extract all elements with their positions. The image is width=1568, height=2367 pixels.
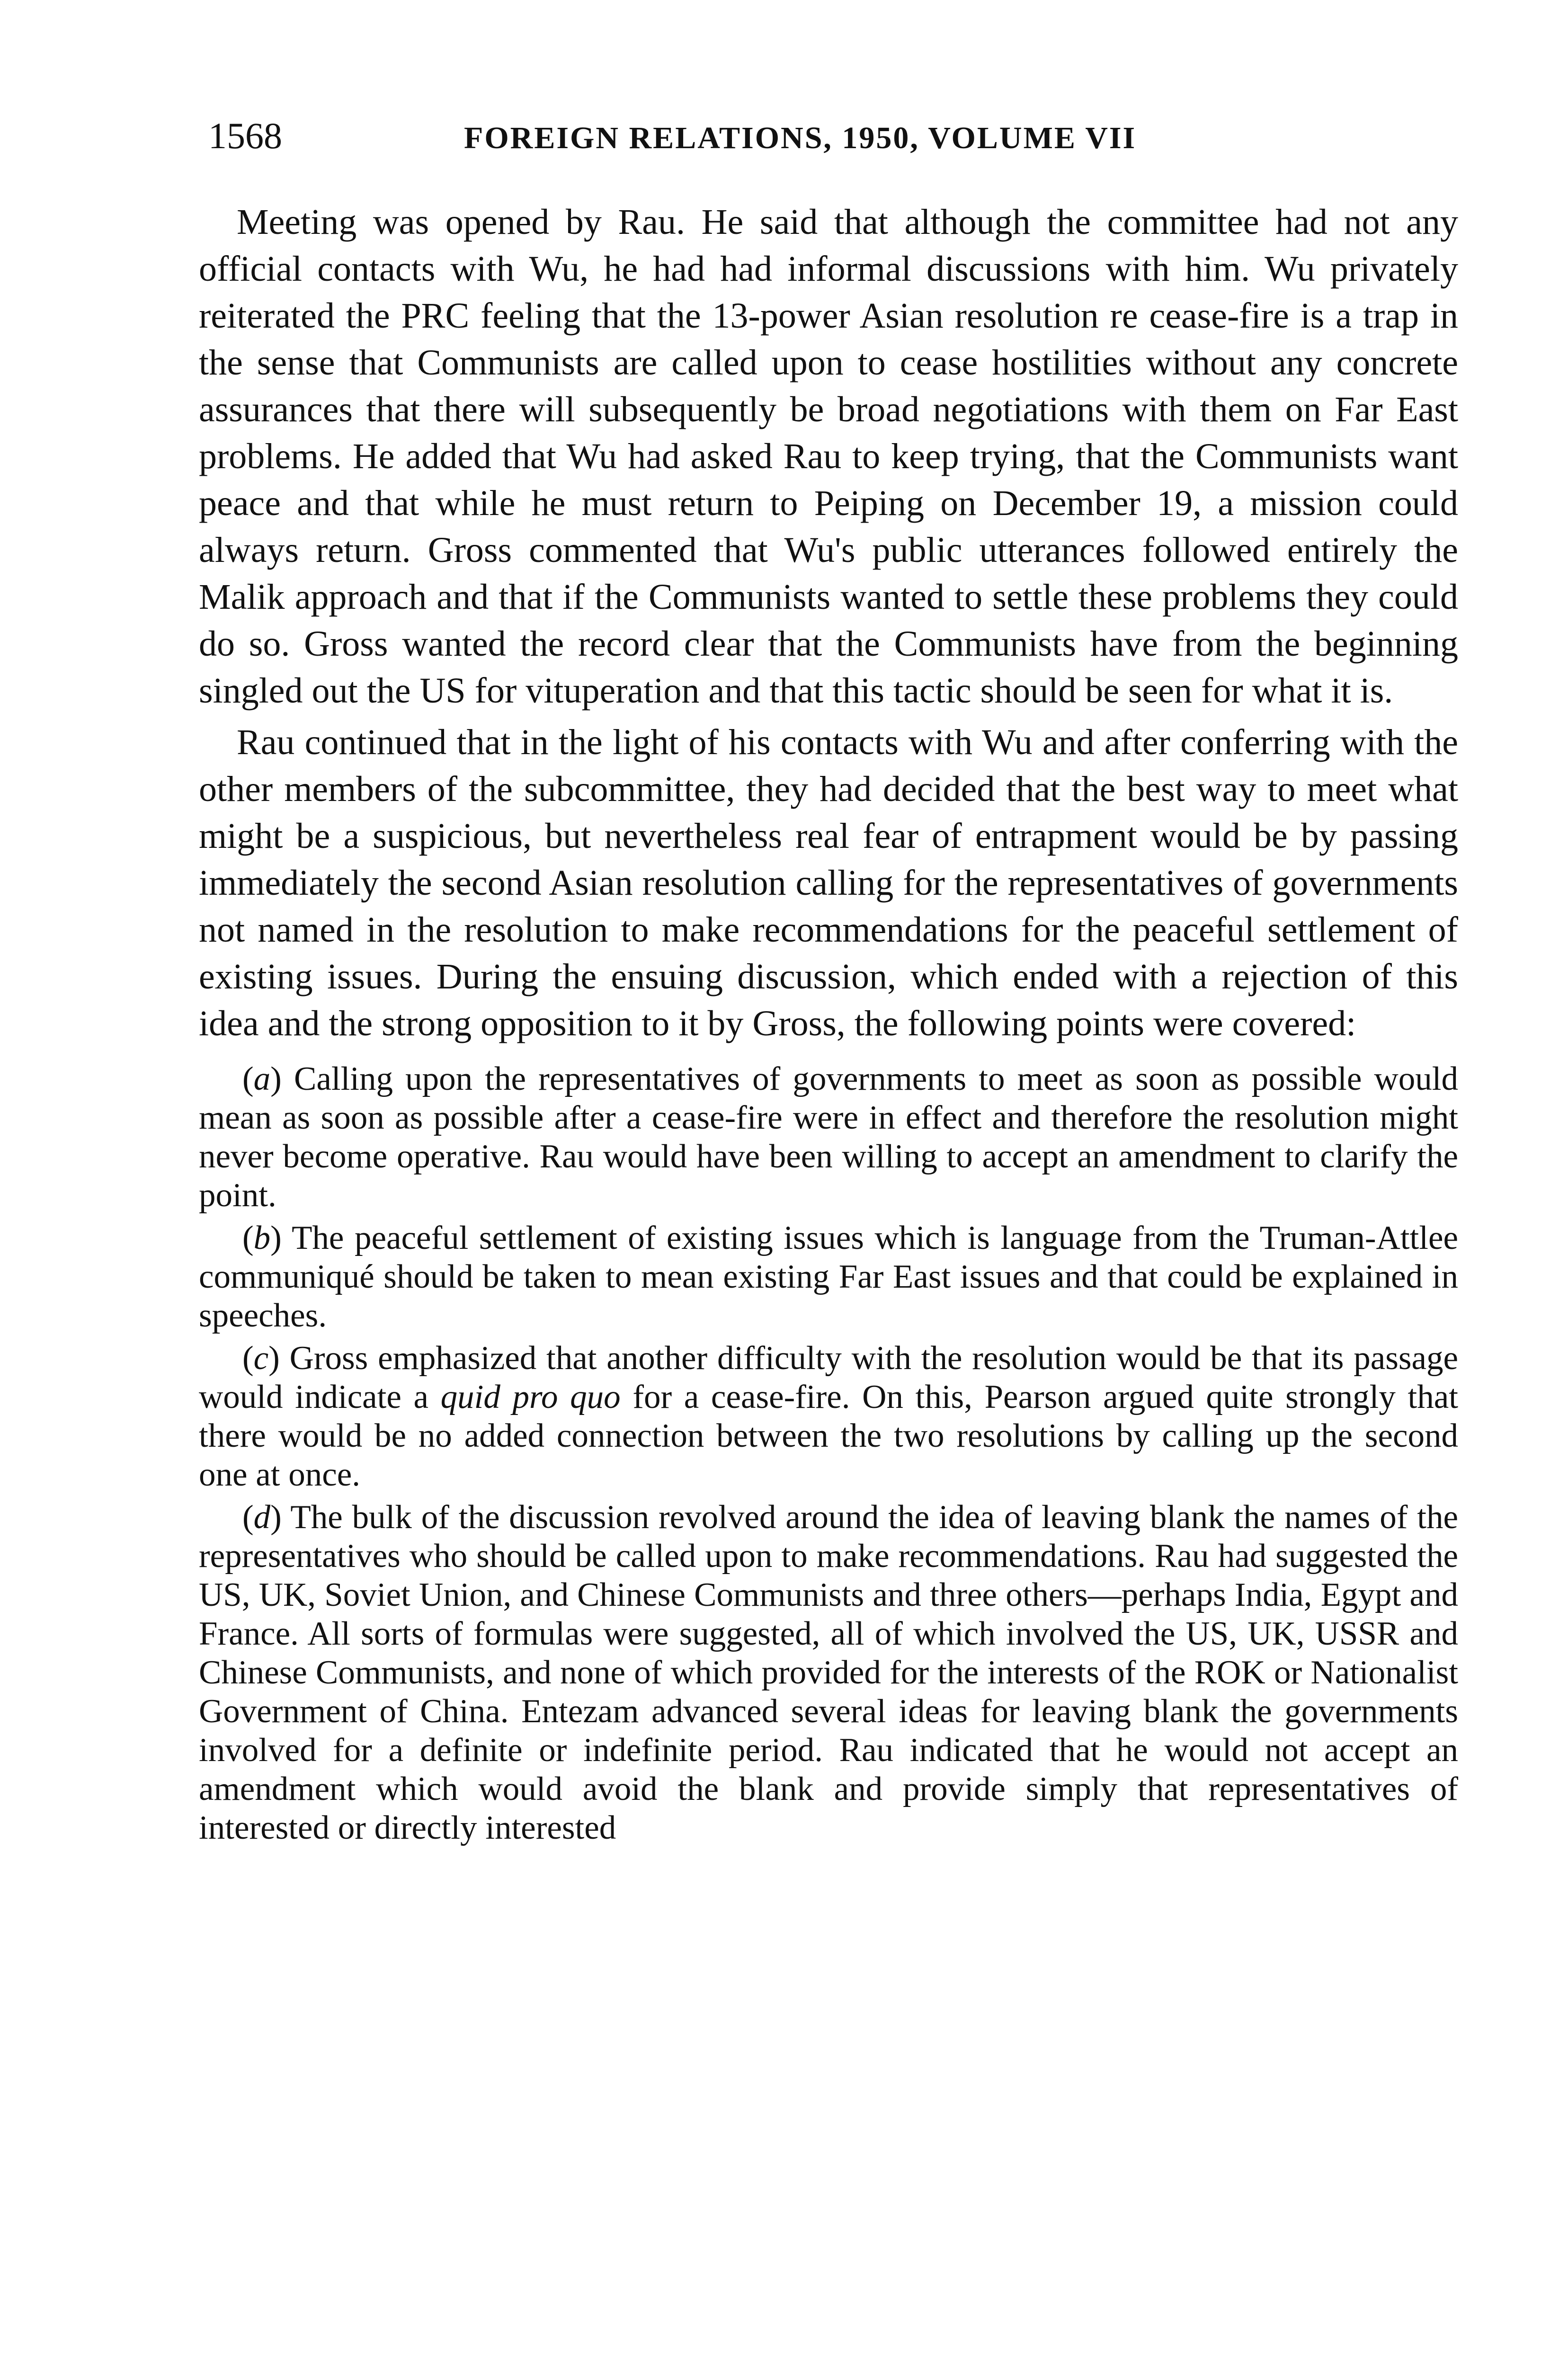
- point-text: The peaceful settlement of existing issues which is language from the Truman-Attlee communiqué should be taken to mean existing Far East issues and that could be explained in speeches.: [199, 1219, 1459, 1334]
- point-text: The bulk of the discussion revolved around the idea of leaving blank the names of the representatives who should be called upon to make recommendations. Rau had suggested the US, UK, Soviet Union, and Chinese Communists and three others—perhaps India, Egypt and France. All sorts of formulas were suggested, all of which involved the US, UK, USSR and Chinese Communists, and none of which provided for the interests of the ROK or Nationalist Government of China. Entezam advanced several ideas for leaving blank the governments involved for a definite or indefinite period. Rau indicated that he would not accept an amendment which would avoid the blank and provide simply that representatives of interested or directly interested: [199, 1499, 1458, 1846]
- points-list: [199, 1059, 1458, 1847]
- point-label: (c): [242, 1340, 280, 1377]
- point-a: [199, 1059, 1458, 1215]
- point-text-continued: for a cease-fire. On this, Pearson argued quite strongly that there would be no added connection between the two resolutions by calling up the second one at once.: [199, 1379, 1458, 1493]
- point-label: (d): [242, 1499, 282, 1536]
- paragraph-rau-continued: Rau continued that in the light of his contacts with Wu and after conferring with the other members of the subcommittee, they had decided that the best way to meet what might be a suspicious, but nevertheless real fear of entrapment would be by passing immediately the second Asian resolution calling for the representatives of governments not named in the resolution to make recommendations for the peaceful settlement of existing issues. During the ensuing discussion, which ended with a rejection of this idea and the strong opposition to it by Gross, the following points were covered:: [199, 722, 1458, 1043]
- paragraph-meeting-opened: Meeting was opened by Rau. He said that although the committee had not any official contacts with Wu, he had had informal discussions with him. Wu privately reiterated the PRC feeling that the 13-power Asian resolution re cease-fire is a trap in the sense that Communists are called upon to cease hostilities without any concrete assurances that there will subsequently be broad negotiations with them on Far East problems. He added that Wu had asked Rau to keep trying, that the Communists want peace and that while he must return to Peiping on December 19, a mission could always return. Gross commented that Wu's public utterances followed entirely the Malik approach and that if the Communists wanted to settle these problems they could do so. Gross wanted the record clear that the Communists have from the beginning singled out the US for vituperation and that this tactic should be seen for what it is.: [199, 202, 1458, 711]
- running-header: [208, 110, 1458, 162]
- point-label: (b): [242, 1219, 282, 1256]
- point-d: [199, 1498, 1458, 1847]
- point-text: Gross emphasized that another difficulty with the resolution would be that its passage would indicate a: [199, 1340, 1459, 1415]
- italic-phrase: quid pro quo: [440, 1379, 621, 1415]
- running-title: FOREIGN RELATIONS, 1950, VOLUME VII: [464, 121, 1137, 155]
- point-b: [199, 1219, 1458, 1335]
- point-label: (a): [242, 1060, 282, 1097]
- point-c: [199, 1339, 1458, 1494]
- page-number: 1568: [208, 115, 282, 156]
- body-text: [199, 199, 1458, 1847]
- point-text: Calling upon the representatives of governments to meet as soon as possible would mean as soon as possible after a cease-fire were in effect and therefore the resolution might never become operative. Rau would have been willing to accept an amendment to clarify the point.: [199, 1060, 1459, 1214]
